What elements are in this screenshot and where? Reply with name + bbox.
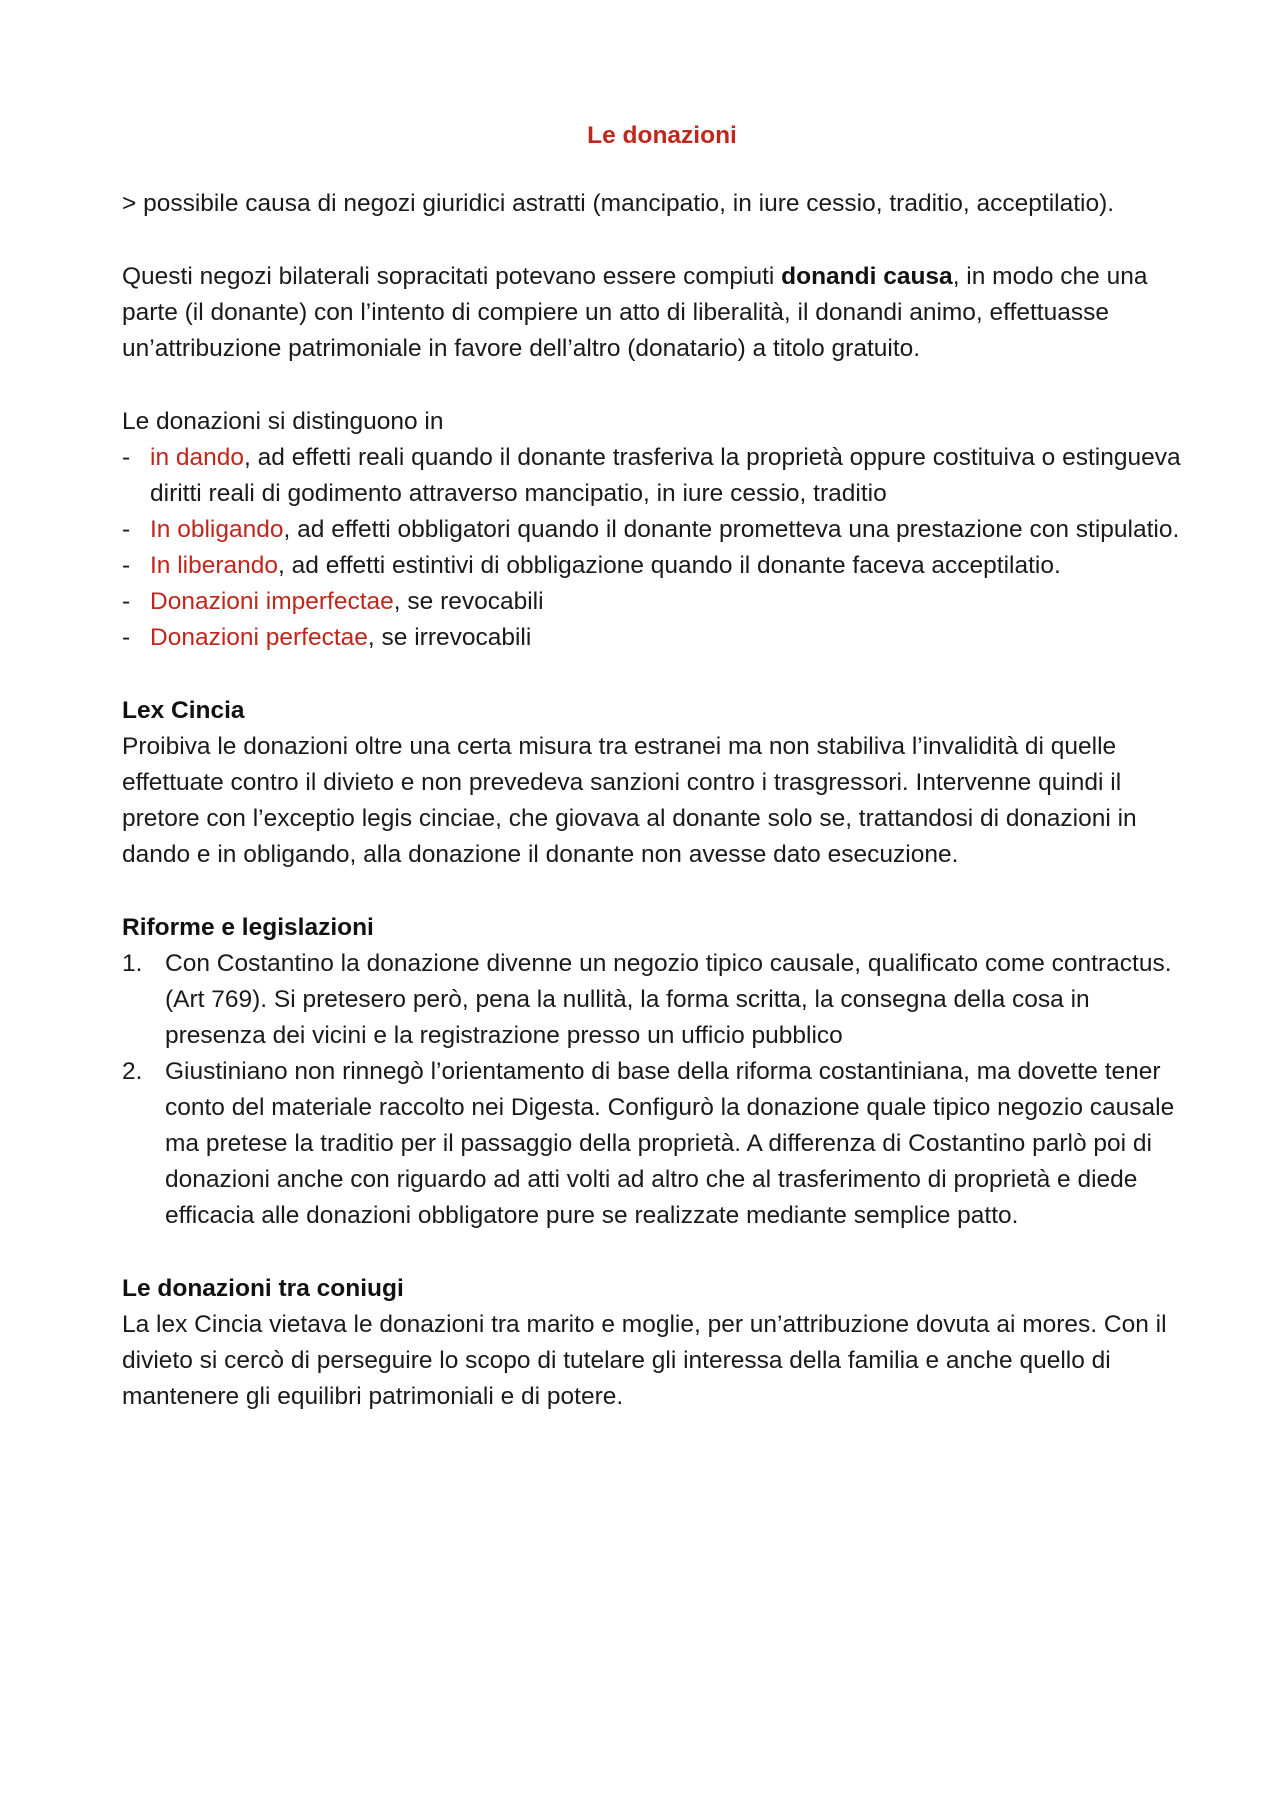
list-item-term: Donazioni imperfectae: [150, 588, 394, 615]
list-item: [122, 584, 1182, 620]
paragraph-text-before: Questi negozi bilaterali sopracitati potevano essere compiuti: [122, 263, 782, 290]
list-item-term: In obligando: [150, 516, 284, 543]
list-item-text: , se irrevocabili: [367, 624, 532, 651]
list-item-text: , ad effetti estintivi di obbligazione quando il donante faceva acceptilatio.: [278, 552, 1061, 579]
paragraph-text-after: , in modo che una parte (il donante) con l’intento di compiere un atto di liberalità, il donandi animo, effettuasse un’attribuzione patrimoniale in favore dell’altro (donatario) a titolo gratuito.: [122, 263, 1148, 362]
paragraph-donandi-causa: [122, 259, 1182, 367]
list-number: 1.: [122, 950, 143, 977]
list-item: [122, 620, 1182, 656]
dash-marker: -: [122, 444, 131, 471]
list-item-term: Donazioni perfectae: [150, 624, 368, 651]
distinctions-lead: Le donazioni si distinguono in: [122, 408, 444, 435]
list-item-text: , ad effetti reali quando il donante trasferiva la proprietà oppure costituiva o estingueva diritti reali di godimento attraverso mancipatio, in iure cessio, traditio: [150, 444, 1181, 507]
section-heading-lex-cincia: Lex Cincia: [122, 697, 245, 724]
document-body: [122, 118, 1182, 1415]
list-item-term: in dando: [150, 444, 245, 471]
list-item-text: Con Costantino la donazione divenne un negozio tipico causale, qualificato come contractus. (Art 769). Si pretesero però, pena la nullità, la forma scritta, la consegna della cosa in presenza dei vicini e la registrazione presso un ufficio pubblico: [165, 950, 1172, 1049]
list-item: [122, 946, 1182, 1054]
list-item: [122, 1054, 1182, 1234]
list-item-text: Giustiniano non rinnegò l’orientamento di base della riforma costantiniana, ma dovette tener conto del materiale raccolto nei Digesta. Configurò la donazione quale tipico negozio causale ma pretese la traditio per il passaggio della proprietà. A differenza di Costantino parlò poi di donazioni anche con riguardo ad atti volti ad altro che al trasferimento di proprietà e diede efficacia alle donazioni obbligatore pure se realizzate mediante semplice patto.: [165, 1058, 1175, 1229]
spacer: [122, 656, 1182, 693]
list-number: 2.: [122, 1058, 143, 1085]
dash-marker: -: [122, 516, 131, 543]
section-heading-riforme: Riforme e legislazioni: [122, 914, 374, 941]
list-item-text: , se revocabili: [393, 588, 544, 615]
spacer: [122, 1234, 1182, 1271]
spacer: [122, 873, 1182, 910]
page-title: Le donazioni: [587, 122, 737, 149]
list-item: [122, 548, 1182, 584]
section-heading-coniugi: Le donazioni tra coniugi: [122, 1275, 404, 1302]
spacer: [122, 222, 1182, 259]
section-text-lex-cincia: Proibiva le donazioni oltre una certa misura tra estranei ma non stabiliva l’invalidità di quelle effettuate contro il divieto e non prevedeva sanzioni contro i trasgressori. Intervenne quindi il pretore con l’exceptio legis cinciae, che giovava al donante solo se, trattandosi di donazioni in dando e in obligando, alla donazione il donante non avesse dato esecuzione.: [122, 733, 1137, 868]
dash-marker: -: [122, 552, 131, 579]
list-item: [122, 440, 1182, 512]
spacer: [122, 367, 1182, 404]
list-item: [122, 512, 1182, 548]
list-item-term: In liberando: [150, 552, 279, 579]
intro-line: > possibile causa di negozi giuridici astratti (mancipatio, in iure cessio, traditio, acceptilatio).: [122, 190, 1115, 217]
dash-marker: -: [122, 588, 131, 615]
dash-marker: -: [122, 624, 131, 651]
distinctions-list: [122, 440, 1182, 656]
list-item-text: , ad effetti obbligatori quando il donante prometteva una prestazione con stipulatio.: [283, 516, 1180, 543]
riforme-list: [122, 946, 1182, 1234]
bold-term-donandi-causa: donandi causa: [781, 263, 953, 290]
section-text-coniugi: La lex Cincia vietava le donazioni tra marito e moglie, per un’attribuzione dovuta ai mores. Con il divieto si cercò di perseguire lo scopo di tutelare gli interessa della familia e anche quello di mantenere gli equilibri patrimoniali e di potere.: [122, 1311, 1167, 1410]
